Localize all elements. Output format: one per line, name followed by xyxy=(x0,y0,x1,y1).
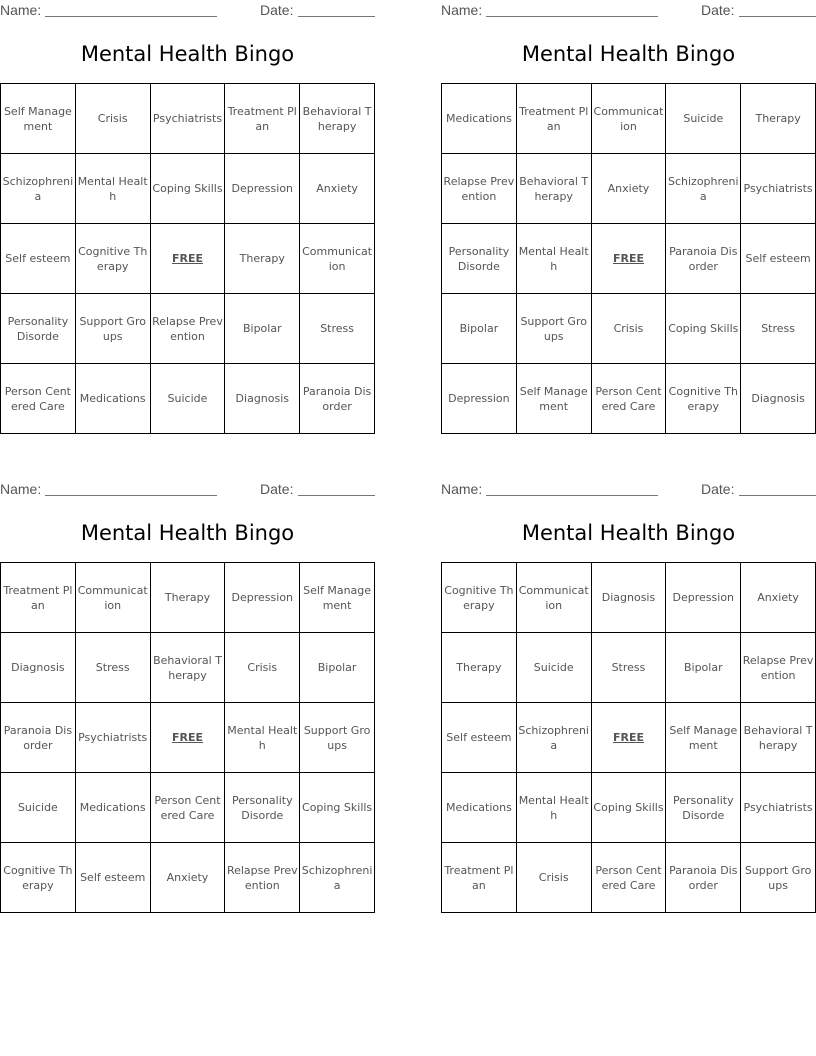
bingo-cell: Medications xyxy=(442,773,517,843)
free-space-cell: FREE xyxy=(150,224,225,294)
bingo-row xyxy=(442,364,816,434)
bingo-cell: Bipolar xyxy=(442,294,517,364)
bingo-cell: Psychiatrists xyxy=(150,84,225,154)
bingo-cell: Bipolar xyxy=(300,633,375,703)
bingo-cell: Communication xyxy=(75,563,150,633)
bingo-cell: Person Centered Care xyxy=(1,364,76,434)
bingo-cell: Crisis xyxy=(225,633,300,703)
bingo-cell: Communication xyxy=(516,563,591,633)
bingo-row xyxy=(442,154,816,224)
bingo-cell: Behavioral Therapy xyxy=(741,703,816,773)
bingo-row xyxy=(1,773,375,843)
bingo-cell: Self Management xyxy=(666,703,741,773)
bingo-cell: Psychiatrists xyxy=(741,773,816,843)
bingo-row xyxy=(442,294,816,364)
bingo-cell: Paranoia Disorder xyxy=(666,224,741,294)
bingo-cell: Stress xyxy=(300,294,375,364)
date-label: Date: xyxy=(701,481,735,497)
bingo-row xyxy=(1,843,375,913)
bingo-row xyxy=(442,773,816,843)
bingo-cell: Treatment Plan xyxy=(442,843,517,913)
bingo-cell: Anxiety xyxy=(150,843,225,913)
bingo-cell: Depression xyxy=(666,563,741,633)
bingo-cell: Therapy xyxy=(225,224,300,294)
bingo-cell: Anxiety xyxy=(741,563,816,633)
bingo-cell: Person Centered Care xyxy=(591,364,666,434)
card-header xyxy=(0,479,375,501)
free-space-cell: FREE xyxy=(591,224,666,294)
bingo-grid xyxy=(441,562,816,913)
bingo-cell: Stress xyxy=(75,633,150,703)
bingo-cell: Depression xyxy=(225,563,300,633)
date-blank-line xyxy=(739,495,816,496)
date-blank-line xyxy=(298,16,375,17)
bingo-cell: Behavioral Therapy xyxy=(516,154,591,224)
bingo-row xyxy=(1,224,375,294)
name-blank-line xyxy=(45,495,217,496)
card-header xyxy=(441,479,816,501)
bingo-cell: Crisis xyxy=(591,294,666,364)
bingo-row xyxy=(1,154,375,224)
bingo-cell: Cognitive Therapy xyxy=(442,563,517,633)
bingo-cell: Behavioral Therapy xyxy=(300,84,375,154)
free-space-cell: FREE xyxy=(591,703,666,773)
card-title: Mental Health Bingo xyxy=(80,42,295,66)
bingo-cell: Paranoia Disorder xyxy=(1,703,76,773)
card-title: Mental Health Bingo xyxy=(80,521,295,545)
bingo-cell: Anxiety xyxy=(591,154,666,224)
bingo-cell: Communication xyxy=(591,84,666,154)
date-label: Date: xyxy=(701,2,735,18)
date-blank-line xyxy=(298,495,375,496)
bingo-cell: Self esteem xyxy=(442,703,517,773)
bingo-cell: Relapse Prevention xyxy=(442,154,517,224)
bingo-cell: Communication xyxy=(300,224,375,294)
bingo-cell: Therapy xyxy=(442,633,517,703)
bingo-cell: Personality Disorde xyxy=(666,773,741,843)
bingo-cell: Anxiety xyxy=(300,154,375,224)
bingo-cell: Mental Health xyxy=(516,224,591,294)
bingo-row xyxy=(1,703,375,773)
bingo-cell: Self esteem xyxy=(75,843,150,913)
bingo-cell: Coping Skills xyxy=(300,773,375,843)
bingo-cell: Suicide xyxy=(150,364,225,434)
bingo-grid xyxy=(0,83,375,434)
date-label: Date: xyxy=(260,481,294,497)
name-blank-line xyxy=(486,495,658,496)
bingo-row xyxy=(442,843,816,913)
bingo-cell: Personality Disorde xyxy=(442,224,517,294)
bingo-cell: Depression xyxy=(442,364,517,434)
bingo-cell: Psychiatrists xyxy=(741,154,816,224)
name-blank-line xyxy=(486,16,658,17)
bingo-cell: Schizophrenia xyxy=(300,843,375,913)
bingo-cell: Self Management xyxy=(300,563,375,633)
bingo-cell: Relapse Prevention xyxy=(150,294,225,364)
bingo-cell: Mental Health xyxy=(75,154,150,224)
bingo-cell: Mental Health xyxy=(225,703,300,773)
bingo-cell: Diagnosis xyxy=(1,633,76,703)
bingo-cell: Bipolar xyxy=(666,633,741,703)
bingo-cell: Personality Disorde xyxy=(1,294,76,364)
bingo-cell: Crisis xyxy=(516,843,591,913)
bingo-card xyxy=(0,0,375,413)
bingo-card xyxy=(0,479,375,892)
name-label: Name: xyxy=(0,481,42,497)
bingo-cell: Coping Skills xyxy=(150,154,225,224)
bingo-cell: Treatment Plan xyxy=(1,563,76,633)
bingo-cell: Depression xyxy=(225,154,300,224)
bingo-cell: Cognitive Therapy xyxy=(666,364,741,434)
bingo-row xyxy=(442,224,816,294)
bingo-cell: Self Management xyxy=(516,364,591,434)
bingo-cell: Support Groups xyxy=(741,843,816,913)
bingo-row xyxy=(1,294,375,364)
bingo-card xyxy=(441,479,816,892)
bingo-cell: Coping Skills xyxy=(591,773,666,843)
bingo-cell: Suicide xyxy=(666,84,741,154)
bingo-cell: Medications xyxy=(75,773,150,843)
bingo-cell: Medications xyxy=(442,84,517,154)
bingo-row xyxy=(1,364,375,434)
date-blank-line xyxy=(739,16,816,17)
card-title: Mental Health Bingo xyxy=(521,42,736,66)
card-header xyxy=(441,0,816,22)
bingo-cell: Cognitive Therapy xyxy=(1,843,76,913)
bingo-cell: Suicide xyxy=(1,773,76,843)
bingo-row xyxy=(1,633,375,703)
card-title: Mental Health Bingo xyxy=(521,521,736,545)
bingo-cell: Self esteem xyxy=(1,224,76,294)
bingo-cell: Diagnosis xyxy=(741,364,816,434)
bingo-grid xyxy=(441,83,816,434)
bingo-cell: Personality Disorde xyxy=(225,773,300,843)
name-blank-line xyxy=(45,16,217,17)
bingo-cell: Self esteem xyxy=(741,224,816,294)
bingo-cell: Support Groups xyxy=(516,294,591,364)
bingo-cell: Schizophrenia xyxy=(1,154,76,224)
bingo-cell: Stress xyxy=(741,294,816,364)
bingo-cell: Self Management xyxy=(1,84,76,154)
bingo-cell: Relapse Prevention xyxy=(741,633,816,703)
bingo-cell: Coping Skills xyxy=(666,294,741,364)
bingo-cell: Paranoia Disorder xyxy=(300,364,375,434)
bingo-cell: Stress xyxy=(591,633,666,703)
bingo-cell: Therapy xyxy=(150,563,225,633)
bingo-row xyxy=(1,84,375,154)
bingo-row xyxy=(442,703,816,773)
bingo-cell: Person Centered Care xyxy=(150,773,225,843)
bingo-cell: Schizophrenia xyxy=(666,154,741,224)
bingo-card xyxy=(441,0,816,413)
bingo-grid xyxy=(0,562,375,913)
bingo-cell: Cognitive Therapy xyxy=(75,224,150,294)
bingo-cell: Suicide xyxy=(516,633,591,703)
bingo-cell: Support Groups xyxy=(75,294,150,364)
bingo-cell: Schizophrenia xyxy=(516,703,591,773)
free-space-cell: FREE xyxy=(150,703,225,773)
bingo-cell: Psychiatrists xyxy=(75,703,150,773)
name-label: Name: xyxy=(441,481,483,497)
bingo-cell: Paranoia Disorder xyxy=(666,843,741,913)
bingo-cell: Support Groups xyxy=(300,703,375,773)
name-label: Name: xyxy=(441,2,483,18)
date-label: Date: xyxy=(260,2,294,18)
bingo-cell: Mental Health xyxy=(516,773,591,843)
bingo-row xyxy=(442,84,816,154)
bingo-cell: Treatment Plan xyxy=(225,84,300,154)
bingo-cell: Behavioral Therapy xyxy=(150,633,225,703)
bingo-cell: Bipolar xyxy=(225,294,300,364)
bingo-cell: Medications xyxy=(75,364,150,434)
bingo-cell: Diagnosis xyxy=(591,563,666,633)
bingo-cell: Therapy xyxy=(741,84,816,154)
bingo-row xyxy=(1,563,375,633)
bingo-row xyxy=(442,633,816,703)
bingo-cell: Person Centered Care xyxy=(591,843,666,913)
name-label: Name: xyxy=(0,2,42,18)
bingo-cell: Crisis xyxy=(75,84,150,154)
card-header xyxy=(0,0,375,22)
bingo-cell: Diagnosis xyxy=(225,364,300,434)
bingo-cell: Relapse Prevention xyxy=(225,843,300,913)
bingo-cell: Treatment Plan xyxy=(516,84,591,154)
bingo-row xyxy=(442,563,816,633)
